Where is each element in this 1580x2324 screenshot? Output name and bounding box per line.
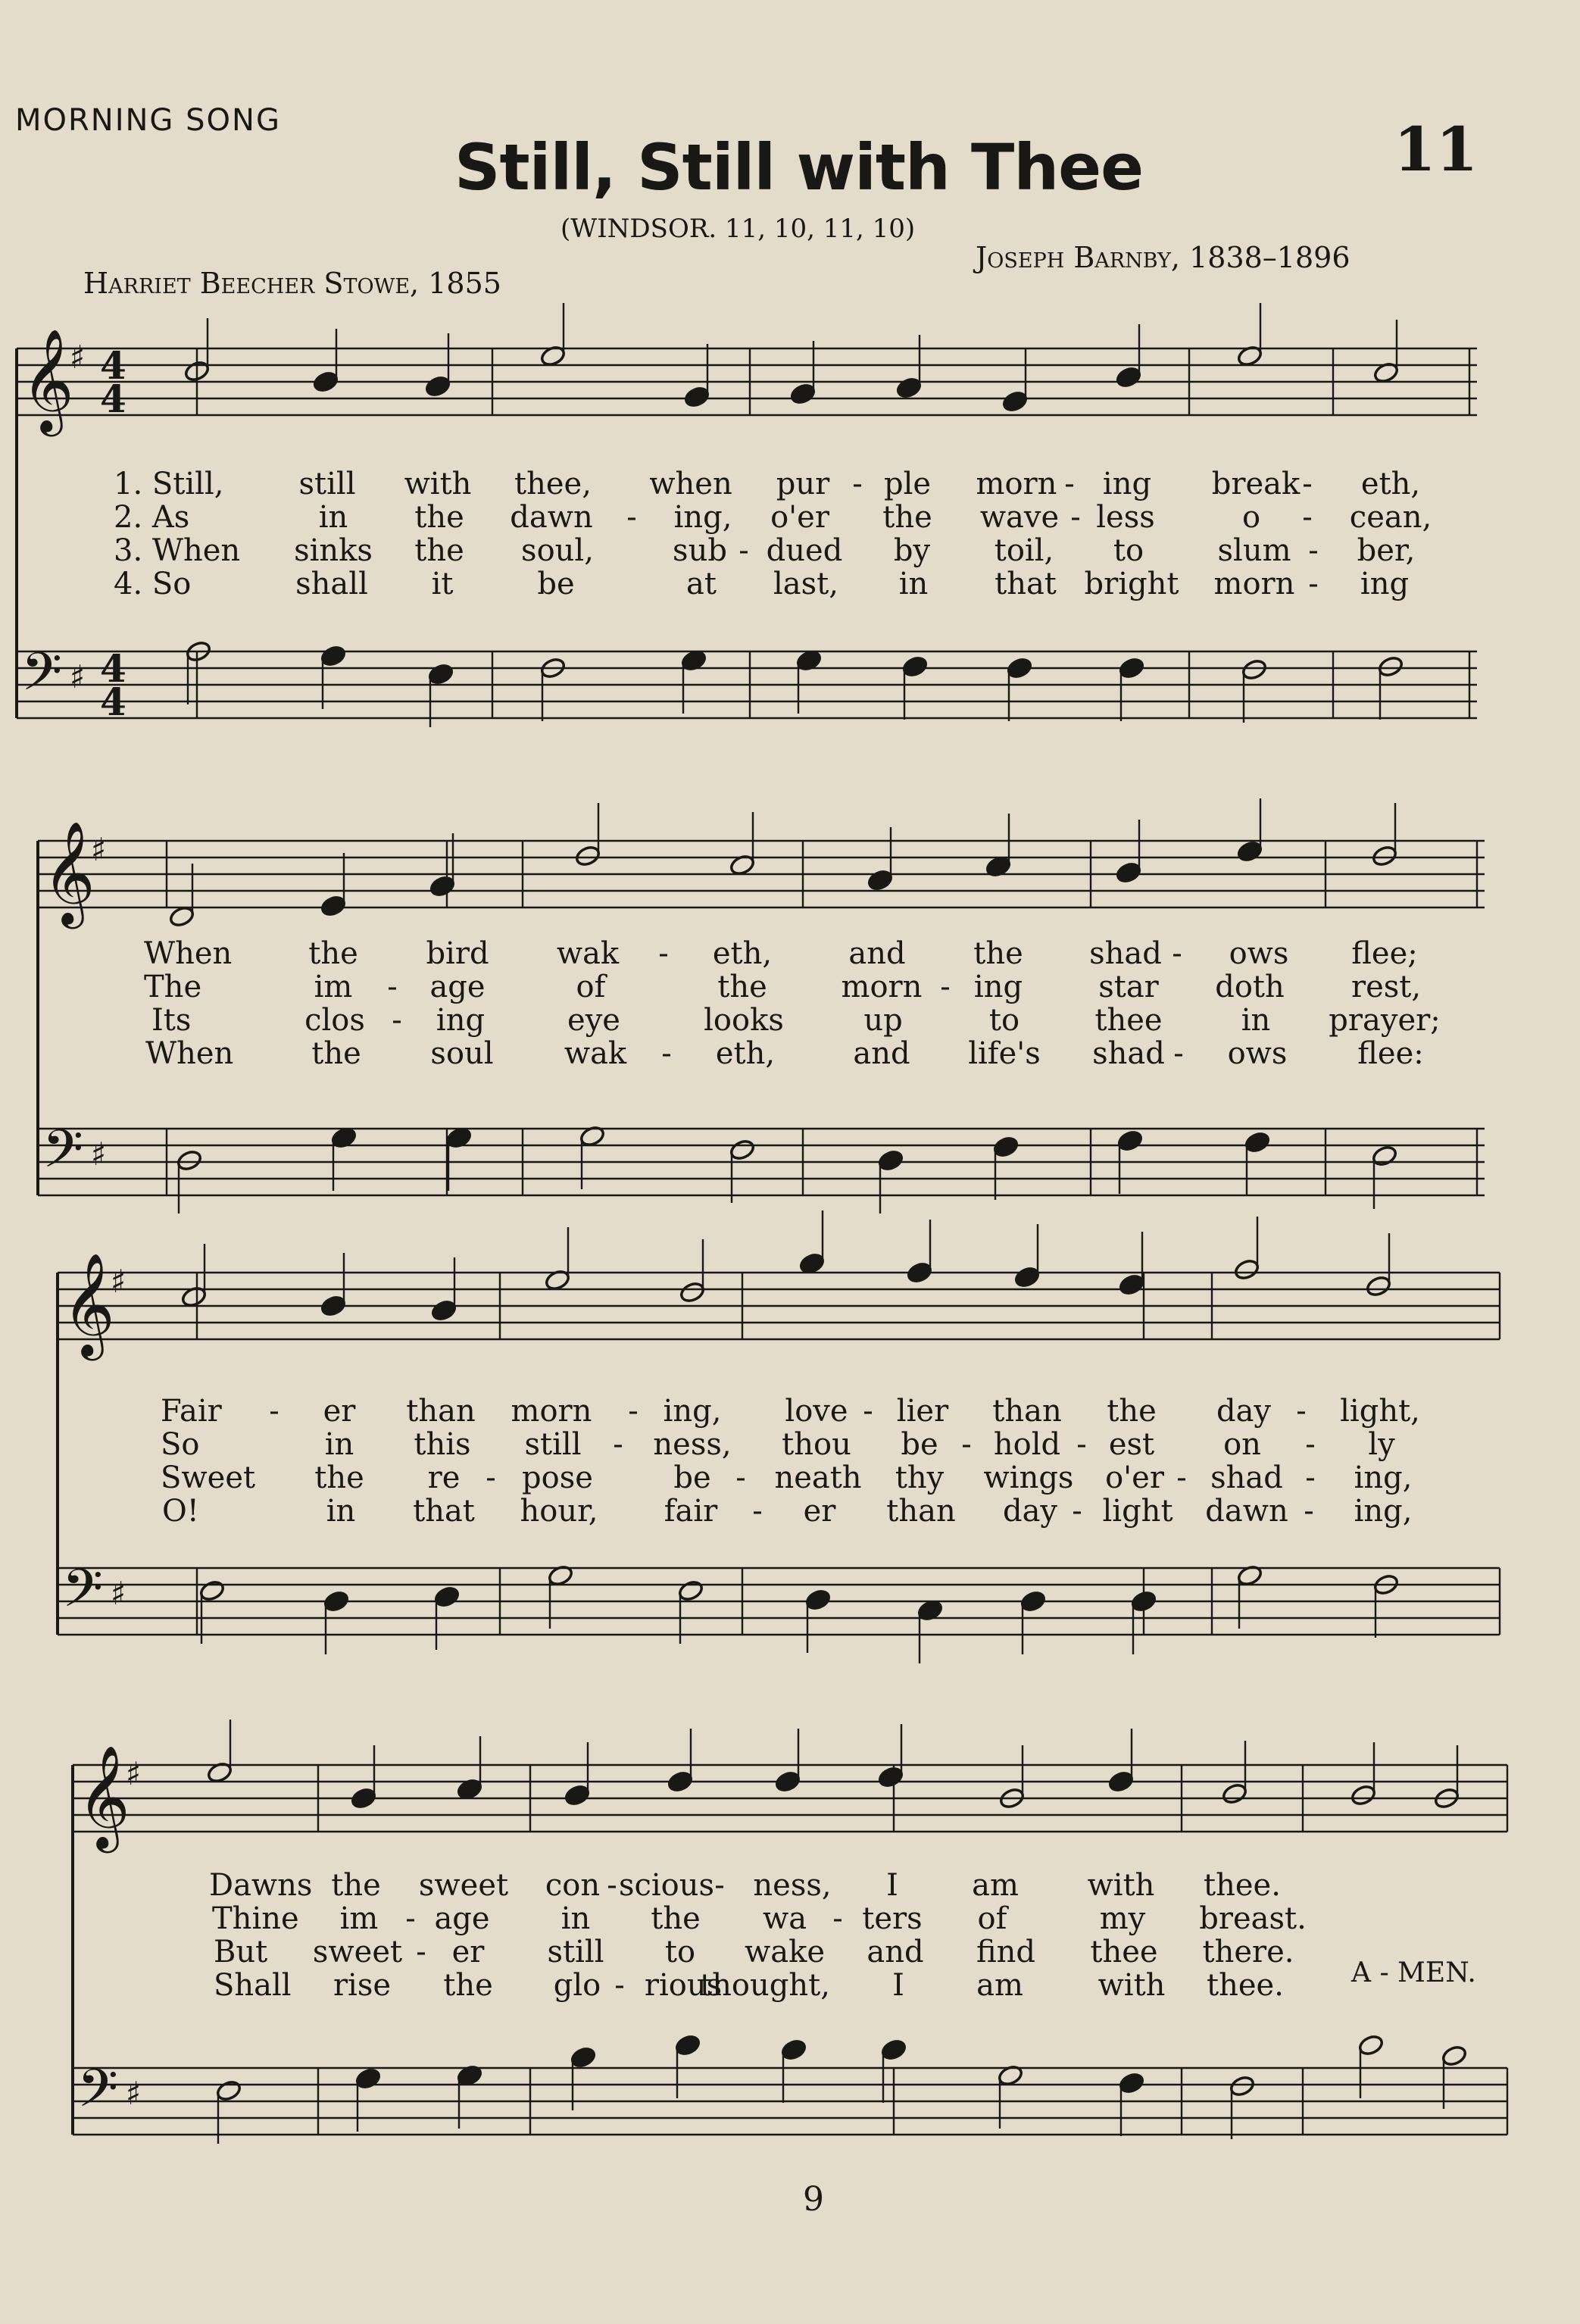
- syllable: wak: [564, 1036, 627, 1071]
- syllable: the: [1107, 1394, 1157, 1429]
- svg-text:♯: ♯: [70, 658, 86, 695]
- syllable: ing,: [673, 500, 732, 535]
- syllable: Sweet: [161, 1460, 256, 1495]
- syllable: soul: [430, 1036, 494, 1071]
- syllable: The: [144, 970, 202, 1004]
- syllable: -: [486, 1460, 496, 1495]
- syllable: im: [339, 1901, 379, 1936]
- syllable: ness,: [753, 1868, 832, 1903]
- syllable: thee: [1090, 1935, 1158, 1969]
- syllable: scious: [618, 1868, 715, 1903]
- svg-text:𝄞: 𝄞: [42, 820, 95, 924]
- syllable: ing: [1360, 567, 1410, 601]
- syllable: -: [1302, 500, 1313, 535]
- syllable: that: [995, 567, 1057, 601]
- syllable: flee;: [1351, 936, 1418, 971]
- syllable: 4. So: [114, 567, 192, 601]
- syllable: age: [434, 1901, 490, 1936]
- syllable: Shall: [214, 1968, 292, 2003]
- syllable: -: [1072, 1494, 1082, 1529]
- syllable: thee.: [1204, 1868, 1281, 1903]
- syllable: in: [560, 1901, 591, 1936]
- syllable: up: [863, 1003, 903, 1038]
- syllable: the: [331, 1868, 381, 1903]
- syllable: -: [738, 533, 749, 568]
- syllable: morn: [511, 1394, 592, 1429]
- syllable: dued: [766, 533, 843, 568]
- syllable: slum: [1217, 533, 1291, 568]
- syllable: the: [717, 970, 767, 1004]
- amen-label: A - MEN.: [1351, 1957, 1476, 1988]
- syllable: than: [886, 1494, 956, 1529]
- syllable: eye: [567, 1003, 620, 1038]
- syllable: -: [1305, 1427, 1316, 1462]
- music-system-1: [0, 318, 1580, 742]
- syllable: neath: [774, 1460, 862, 1495]
- syllable: shad: [1092, 1036, 1165, 1071]
- svg-text:♯: ♯: [126, 1755, 142, 1792]
- syllable: star: [1098, 970, 1159, 1004]
- syllable: con: [545, 1868, 601, 1903]
- syllable: er: [323, 1394, 356, 1429]
- syllable: dawn: [1205, 1494, 1288, 1529]
- syllable: ows: [1229, 936, 1289, 971]
- syllable: shad: [1210, 1460, 1283, 1495]
- syllable: Dawns: [209, 1868, 313, 1903]
- syllable: glo: [553, 1968, 601, 2003]
- syllable: ows: [1227, 1036, 1288, 1071]
- syllable: thou: [782, 1427, 851, 1462]
- syllable: sinks: [294, 533, 373, 568]
- svg-text:𝄢: 𝄢: [77, 2057, 119, 2132]
- syllable: ing: [973, 970, 1023, 1004]
- syllable: ple: [883, 467, 932, 501]
- syllable: that: [413, 1494, 475, 1529]
- syllable: this: [414, 1427, 471, 1462]
- syllable: So: [161, 1427, 200, 1462]
- syllable: rious: [644, 1968, 723, 2003]
- syllable: of: [977, 1901, 1007, 1936]
- syllable: -: [387, 970, 398, 1004]
- music-system-3: [0, 1242, 1580, 1712]
- hymn-title: Still, Still with Thee: [454, 130, 1144, 205]
- syllable: ters: [862, 1901, 923, 1936]
- svg-text:4: 4: [100, 343, 126, 388]
- syllable: day: [1216, 1394, 1272, 1429]
- syllable: shall: [295, 567, 368, 601]
- composer-credit: Joseph Barnby, 1838–1896: [976, 241, 1350, 274]
- syllable: -: [1302, 467, 1313, 501]
- syllable: light: [1102, 1494, 1173, 1529]
- syllable: -: [1172, 936, 1182, 971]
- syllable: -: [714, 1868, 725, 1903]
- syllable: am: [972, 1868, 1019, 1903]
- syllable: find: [976, 1935, 1036, 1969]
- syllable: ness,: [653, 1427, 732, 1462]
- syllable: life's: [968, 1036, 1041, 1071]
- syllable: at: [686, 567, 717, 601]
- syllable: hold: [993, 1427, 1061, 1462]
- syllable: -: [613, 1427, 623, 1462]
- syllable: am: [976, 1968, 1023, 2003]
- syllable: o'er: [770, 500, 829, 535]
- syllable: re: [427, 1460, 461, 1495]
- syllable: thee.: [1207, 1968, 1284, 2003]
- music-system-4: [0, 1720, 1580, 2174]
- syllable: eth,: [715, 1036, 776, 1071]
- syllable: ing,: [1354, 1460, 1413, 1495]
- syllable: sweet: [418, 1868, 509, 1903]
- svg-text:4: 4: [100, 679, 126, 724]
- syllable: wak: [556, 936, 620, 971]
- syllable: -: [416, 1935, 426, 1969]
- syllable: -: [735, 1460, 746, 1495]
- syllable: the: [414, 533, 464, 568]
- svg-text:♯: ♯: [126, 2075, 142, 2112]
- syllable: ing: [1102, 467, 1152, 501]
- syllable: -: [405, 1901, 416, 1936]
- syllable: and: [867, 1935, 924, 1969]
- syllable: -: [1076, 1427, 1087, 1462]
- svg-text:𝄢: 𝄢: [21, 641, 63, 715]
- syllable: flee:: [1357, 1036, 1424, 1071]
- syllable: in: [898, 567, 929, 601]
- syllable: pur: [776, 467, 830, 501]
- syllable: sweet: [312, 1935, 403, 1969]
- syllable: Thine: [212, 1901, 299, 1936]
- syllable: lier: [896, 1394, 949, 1429]
- syllable: shad: [1089, 936, 1162, 971]
- svg-text:♯: ♯: [91, 1135, 107, 1173]
- syllable: Fair: [161, 1394, 222, 1429]
- syllable: with: [1087, 1868, 1155, 1903]
- syllable: thee: [1094, 1003, 1163, 1038]
- syllable: doth: [1215, 970, 1285, 1004]
- syllable: be: [901, 1427, 938, 1462]
- syllable: wave: [979, 500, 1060, 535]
- syllable: When: [144, 936, 233, 971]
- syllable: to: [988, 1003, 1020, 1038]
- syllable: there.: [1202, 1935, 1294, 1969]
- syllable: be: [537, 567, 575, 601]
- syllable: -: [661, 1036, 672, 1071]
- syllable: -: [852, 467, 863, 501]
- syllable: -: [628, 1394, 639, 1429]
- syllable: -: [1296, 1394, 1307, 1429]
- syllable: last,: [773, 567, 838, 601]
- syllable: cean,: [1349, 500, 1432, 535]
- syllable: o: [1241, 500, 1261, 535]
- syllable: in: [1241, 1003, 1271, 1038]
- syllable: morn: [976, 467, 1057, 501]
- syllable: than: [992, 1394, 1062, 1429]
- syllable: I: [892, 1968, 904, 2003]
- syllable: it: [431, 567, 454, 601]
- syllable: -: [658, 936, 669, 971]
- syllable: the: [308, 936, 358, 971]
- svg-text:♯: ♯: [111, 1575, 126, 1612]
- syllable: fair: [664, 1494, 718, 1529]
- syllable: when: [649, 467, 732, 501]
- syllable: the: [973, 936, 1023, 971]
- syllable: looks: [704, 1003, 784, 1038]
- page-number: 9: [803, 2180, 824, 2219]
- syllable: morn: [841, 970, 923, 1004]
- syllable: -: [832, 1901, 843, 1936]
- syllable: -: [1305, 1460, 1316, 1495]
- syllable: -: [614, 1968, 625, 2003]
- syllable: love: [785, 1394, 848, 1429]
- syllable: thee,: [514, 467, 592, 501]
- svg-text:4: 4: [100, 376, 126, 421]
- syllable: the: [311, 1036, 361, 1071]
- syllable: -: [863, 1394, 873, 1429]
- svg-text:♯: ♯: [70, 339, 86, 376]
- syllable: the: [443, 1968, 493, 2003]
- syllable: of: [576, 970, 606, 1004]
- syllable: eth,: [712, 936, 773, 971]
- syllable: -: [1308, 567, 1319, 601]
- syllable: When: [145, 1036, 234, 1071]
- svg-text:♯: ♯: [91, 831, 107, 868]
- syllable: wings: [983, 1460, 1074, 1495]
- syllable: eth,: [1360, 467, 1421, 501]
- syllable: my: [1099, 1901, 1146, 1936]
- syllable: ly: [1368, 1427, 1395, 1462]
- syllable: -: [1176, 1460, 1187, 1495]
- syllable: sub: [673, 533, 727, 568]
- svg-text:4: 4: [100, 646, 126, 691]
- syllable: less: [1096, 500, 1155, 535]
- syllable: with: [1098, 1968, 1166, 2003]
- syllable: ing: [436, 1003, 486, 1038]
- music-system-2: [0, 773, 1580, 1227]
- syllable: in: [318, 500, 348, 535]
- syllable: in: [324, 1427, 354, 1462]
- syllable: ing,: [1354, 1494, 1413, 1529]
- syllable: er: [803, 1494, 836, 1529]
- syllable: pose: [522, 1460, 593, 1495]
- syllable: rise: [333, 1968, 392, 2003]
- syllable: -: [940, 970, 951, 1004]
- tune-info: (WINDSOR. 11, 10, 11, 10): [560, 214, 916, 244]
- staff-notation-2: [0, 773, 1580, 1227]
- syllable: ber,: [1357, 533, 1416, 568]
- syllable: breast.: [1199, 1901, 1307, 1936]
- hymn-number: 11: [1394, 114, 1479, 185]
- section-label: MORNING SONG: [15, 103, 281, 138]
- syllable: ing,: [663, 1394, 722, 1429]
- syllable: than: [406, 1394, 476, 1429]
- syllable: wake: [745, 1935, 825, 1969]
- syllable: O!: [162, 1494, 199, 1529]
- syllable: in: [326, 1494, 356, 1529]
- syllable: Its: [151, 1003, 192, 1038]
- syllable: still: [547, 1935, 604, 1969]
- syllable: be: [673, 1460, 711, 1495]
- syllable: thy: [895, 1460, 945, 1495]
- syllable: the: [314, 1460, 364, 1495]
- syllable: with: [404, 467, 472, 501]
- syllable: o'er: [1105, 1460, 1164, 1495]
- syllable: est: [1108, 1427, 1155, 1462]
- syllable: I: [886, 1868, 898, 1903]
- syllable: day: [1002, 1494, 1058, 1529]
- syllable: -: [626, 500, 637, 535]
- syllable: -: [392, 1003, 402, 1038]
- syllable: 1. Still,: [114, 467, 224, 501]
- svg-text:𝄞: 𝄞: [77, 1744, 130, 1848]
- svg-text:𝄢: 𝄢: [62, 1557, 104, 1632]
- syllable: thought,: [700, 1968, 830, 2003]
- syllable: rest,: [1350, 970, 1422, 1004]
- syllable: -: [1173, 1036, 1184, 1071]
- syllable: -: [961, 1427, 972, 1462]
- syllable: im: [314, 970, 353, 1004]
- syllable: light,: [1340, 1394, 1420, 1429]
- syllable: the: [882, 500, 932, 535]
- syllable: on: [1223, 1427, 1261, 1462]
- lyricist-credit: Harriet Beecher Stowe, 1855: [83, 267, 501, 300]
- syllable: and: [848, 936, 906, 971]
- syllable: clos: [304, 1003, 365, 1038]
- syllable: 2. As: [114, 500, 190, 535]
- syllable: dawn: [510, 500, 593, 535]
- syllable: er: [451, 1935, 485, 1969]
- syllable: prayer;: [1329, 1003, 1441, 1038]
- svg-text:𝄢: 𝄢: [42, 1118, 84, 1192]
- syllable: -: [1070, 500, 1081, 535]
- syllable: -: [1064, 467, 1075, 501]
- syllable: to: [1113, 533, 1144, 568]
- syllable: bright: [1084, 567, 1179, 601]
- syllable: -: [752, 1494, 763, 1529]
- svg-text:♯: ♯: [111, 1263, 126, 1300]
- syllable: to: [664, 1935, 696, 1969]
- syllable: the: [651, 1901, 701, 1936]
- svg-text:𝄞: 𝄞: [21, 327, 74, 432]
- syllable: morn: [1213, 567, 1295, 601]
- syllable: the: [414, 500, 464, 535]
- syllable: by: [893, 533, 931, 568]
- syllable: -: [269, 1394, 279, 1429]
- syllable: 3. When: [114, 533, 241, 568]
- syllable: age: [429, 970, 486, 1004]
- syllable: -: [607, 1868, 617, 1903]
- syllable: bird: [426, 936, 489, 971]
- syllable: still: [298, 467, 356, 501]
- syllable: break: [1211, 467, 1301, 501]
- syllable: But: [214, 1935, 268, 1969]
- syllable: still: [524, 1427, 582, 1462]
- syllable: -: [1308, 533, 1319, 568]
- syllable: soul,: [521, 533, 594, 568]
- syllable: and: [853, 1036, 910, 1071]
- syllable: toil,: [994, 533, 1054, 568]
- syllable: -: [1304, 1494, 1314, 1529]
- syllable: hour,: [520, 1494, 598, 1529]
- syllable: wa: [762, 1901, 807, 1936]
- svg-text:𝄞: 𝄞: [62, 1251, 115, 1356]
